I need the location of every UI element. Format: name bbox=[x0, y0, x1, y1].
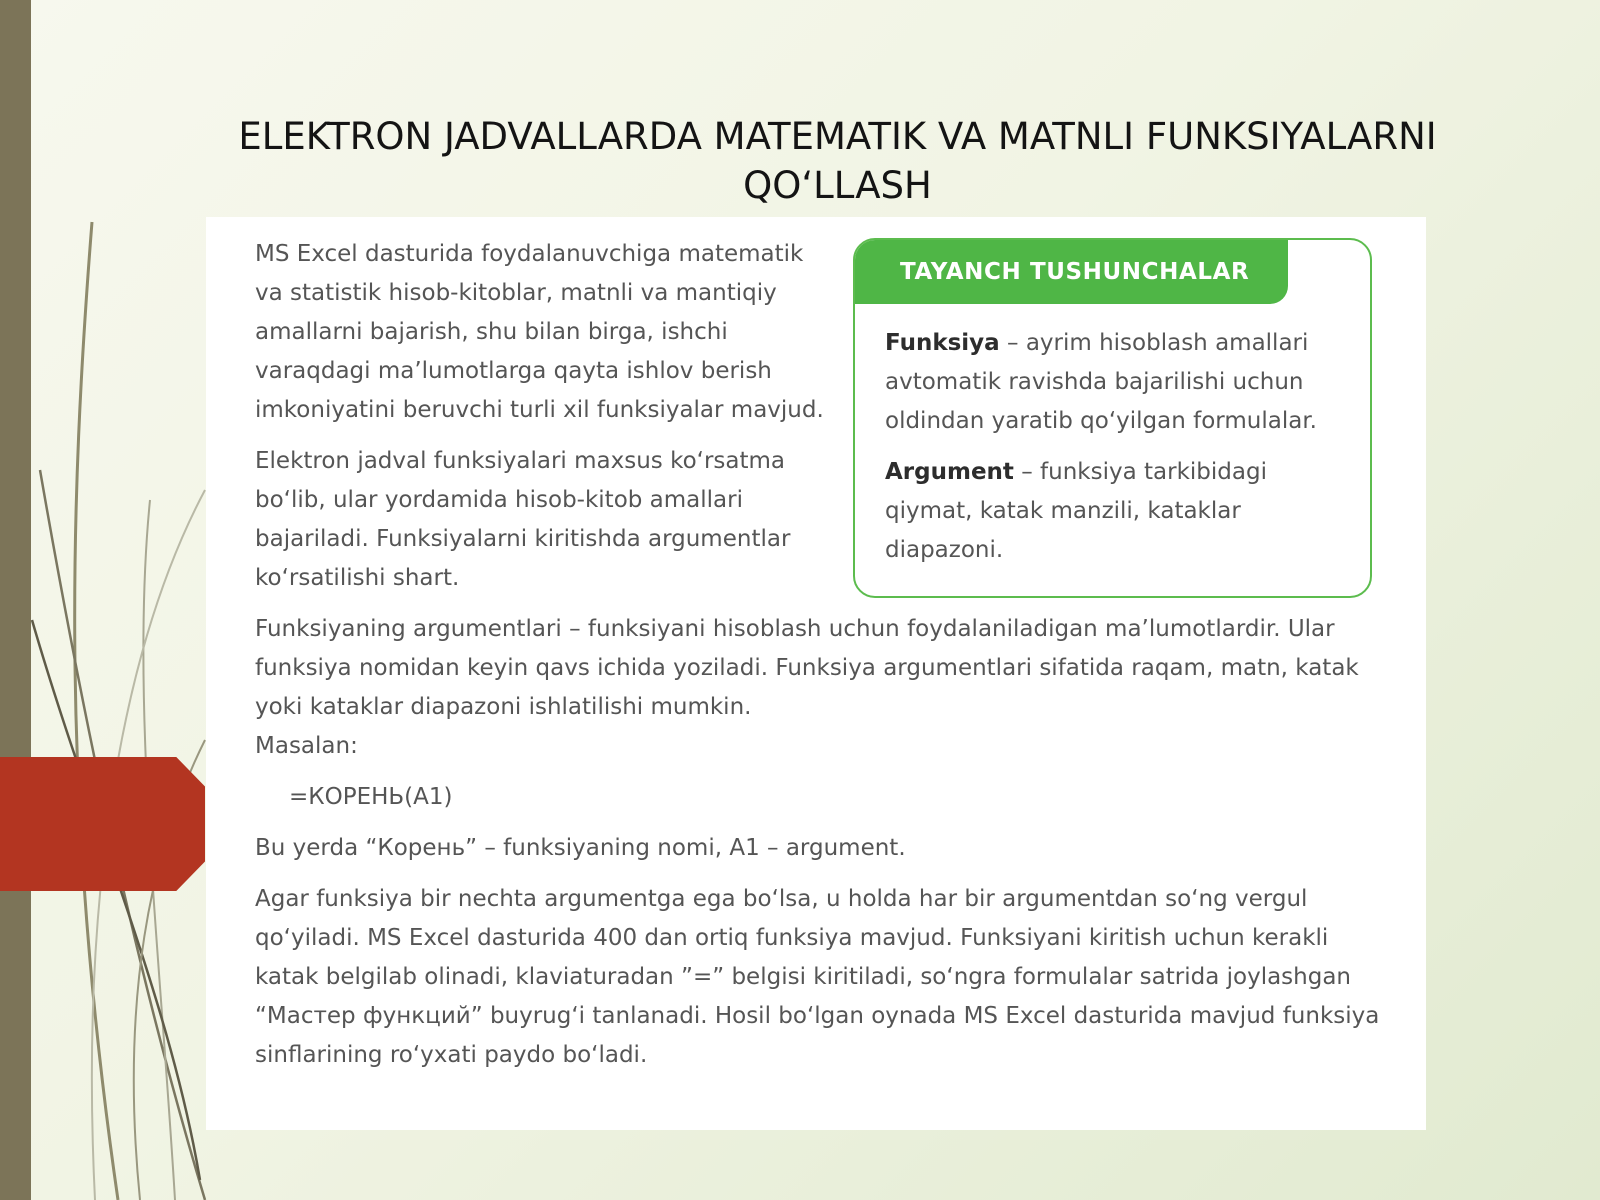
intro-paragraph-1: MS Excel dasturida foydalanuvchiga matematik va statistik hisob-kitoblar, matnli va mantiqiy amallarni bajarish, shu bilan birga, ishchi varaqdagi ma’lumotlarga qayta ishlov berish imkoniyatini beruvchi turli xil funksiyalar mavjud. bbox=[255, 241, 824, 423]
example-explanation: Bu yerda “Корень” – funksiyaning nomi, A1 – argument. bbox=[255, 835, 906, 861]
example-formula: =КОРЕНЬ(A1) bbox=[289, 784, 453, 810]
concept-definition: – ayrim hisoblash amallari avtomatik ravishda bajarilishi uchun oldindan yaratib qo‘yilgan formulalar. bbox=[885, 330, 1317, 434]
key-concepts-header: TAYANCH TUSHUNCHALAR bbox=[855, 240, 1288, 304]
multi-argument-paragraph: Agar funksiya bir nechta argumentga ega bo‘lsa, u holda har bir argumentdan so‘ng vergul qo‘yiladi. MS Excel dasturida 400 dan ortiq funksiya mavjud. Funksiyani kiritish uchun kerakli katak belgilab olinadi, klaviaturadan ”=” belgisi kiritiladi, so‘ngra formulalar satrida joylashgan “Мастер функций” buyrug‘i tanlanadi. Hosil bo‘lgan oynada MS Excel dasturida mavjud funksiya sinflarining ro‘yxati paydo bo‘ladi. bbox=[255, 886, 1380, 1068]
concept-term: Funksiya bbox=[885, 330, 1000, 356]
top-row bbox=[255, 235, 1381, 598]
example-label: Masalan: bbox=[255, 733, 358, 759]
intro-column bbox=[255, 235, 835, 598]
key-concepts-body bbox=[885, 324, 1348, 570]
concept-item bbox=[885, 324, 1348, 441]
slide-title: ELEKTRON JADVALLARDA MATEMATIK VA MATNLI FUNKSIYALARNI QO‘LLASH bbox=[238, 115, 1437, 207]
intro-paragraph-2: Elektron jadval funksiyalari maxsus ko‘rsatma bo‘lib, ular yordamida hisob-kitob amallari bajariladi. Funksiyalarni kiritishda argumentlar ko‘rsatilishi shart. bbox=[255, 448, 791, 591]
arguments-paragraph: Funksiyaning argumentlari – funksiyani hisoblash uchun foydalaniladigan ma’lumotlardir. Ular funksiya nomidan keyin qavs ichida yoziladi. Funksiya argumentlari sifatida raqam, matn, katak yoki kataklar diapazoni ishlatilishi mumkin. bbox=[255, 616, 1359, 720]
textbook-page bbox=[206, 217, 1426, 1130]
decorative-grass-lines bbox=[0, 0, 220, 1200]
concept-term: Argument bbox=[885, 459, 1014, 485]
key-concepts-box bbox=[853, 238, 1372, 598]
red-accent-tab bbox=[0, 757, 205, 891]
concept-definition: – funksiya tarkibidagi qiymat, katak manzili, kataklar diapazoni. bbox=[885, 459, 1267, 563]
concept-item bbox=[885, 453, 1348, 570]
